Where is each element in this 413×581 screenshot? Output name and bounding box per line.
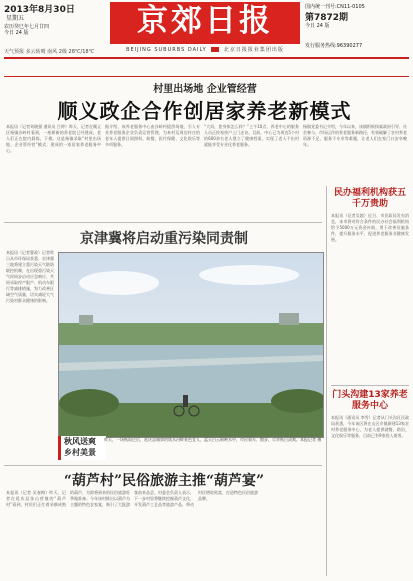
river-landscape-photo — [59, 253, 323, 437]
header-divider — [4, 57, 409, 59]
lead-headline: 顺义政企合作创居家养老新模式 — [57, 99, 352, 123]
masthead-title: 京郊日报 — [137, 3, 273, 39]
issue-info — [305, 4, 409, 49]
pinyin-label: BEIJING SUBURBS DAILY — [126, 47, 207, 53]
lead-kicker: 村里出场地 企业管经营 — [153, 84, 257, 95]
weekday: 星期五 — [6, 15, 25, 22]
masthead-pinyin — [112, 46, 298, 53]
sidebar-body-2: 本报讯（通讯员 李雪）记者从门头沟区民政局获悉，今年该区将在山区乡镇新建13家农村养老服务中心，为老人提供就餐、助浴、文化娱乐等服务，目前已有9家投入使用。 — [331, 415, 409, 438]
photo-caption-title: 秋风送爽 乡村美景 — [58, 436, 106, 460]
logo-icon — [211, 47, 219, 52]
total-issue: 第7872期 — [305, 13, 349, 23]
lead-column-1: 本报讯（记者刘晓强 通讯员 吕钟）昨天，记者在顺义区杨镇沙岭村看到，一座崭新的养老院已经建成，老人们正在院内晨练、下棋。这是杨镇采取“村里出场地、企业管经营”模式，建成的一家居家养老服务中心。 — [6, 124, 101, 153]
issue-line: 今日 24 版 — [4, 30, 29, 36]
publisher-label: 北京日报报业集团出版 — [223, 47, 284, 53]
news-photo — [58, 252, 324, 438]
lead-column-2: 据介绍，该养老服务中心由沙岭村提供场地，引入专业养老服务企业负责运营管理，为本村及周边村庄的老年人提供日间照料、助餐、医疗保健、文化娱乐等多项服务。 — [105, 124, 200, 147]
sidebar-headline-1: 民办福利机构获五千万贵助 — [333, 188, 406, 209]
lunar-date: 农历癸巳年七月廿四 — [4, 24, 50, 30]
sidebar — [331, 188, 409, 565]
sidebar-rule — [331, 385, 409, 386]
story3-body: 本报讯（记者 吴春梅）昨天，记者在延庆县张山营镇的“葫芦村”看到，村民们正忙着采摘成熟的葫芦，为即将到来的民俗旅游旺季做准备。今年该村推出以葫芦为主题的特色农家宴，吸引了大批游客前来品尝。村委会负责人表示，下一步村里将继续挖掘葫芦文化，开发葫芦工艺品等旅游产品，带动村民增收致富，打造特色民俗旅游品牌。 — [6, 490, 258, 507]
issue-date: 2013年8月30日 — [4, 5, 75, 15]
photo-caption: 昨天，一场秋雨过后，延庆县城郊的妫水河畔景色宜人，蓝天白云倒映水中，市民骑车、散步，尽享秋日清爽。本报记者 摄 — [104, 437, 322, 442]
edition-label: 今日 24 版 — [305, 23, 330, 29]
masthead — [110, 2, 300, 44]
lead-top-rule — [4, 76, 409, 77]
subscribe-hotline: 发行服务热线:96390277 — [305, 43, 363, 49]
lead-bottom-rule — [4, 222, 322, 223]
story3-top-rule — [4, 465, 322, 466]
sidebar-headline-2: 门头沟建13家养老服务中心 — [332, 390, 408, 411]
sidebar-divider — [326, 186, 327, 576]
lead-column-4: 杨镇党委书记介绍，今年以来，该镇积极探索政府引导、社会参与、市场运作的养老服务新路径，有效破解了农村养老资源不足、服务不专业等难题，让老人们在家门口安享晚年。 — [303, 124, 407, 147]
weather-forecast: 天气预报 多云转晴 南风 2级 28℃/18℃ — [4, 49, 95, 55]
cn-number: 国内统一刊号:CN11-0105 — [305, 4, 365, 10]
lead-column-3: “大妈，您身体怎么样？”上午10点，养老中心的服务人员正挨家挨户上门走访。目前，中心已为周边5个村的600余名老人建立了健康档案，实现了老人不出村就能享受专业化养老服务。 — [204, 124, 299, 147]
sidebar-body-1: 本报讯（记者吴越）近日，市民政局发布消息，本市将对符合条件的民办社会福利机构给予5000万元资金补助，用于改善设施条件，提升服务水平，促进养老服务业健康发展。 — [331, 213, 409, 242]
date-block — [4, 2, 104, 36]
story2-headline: 京津冀将启动重污染同责制 — [80, 231, 248, 247]
story3-headline: “葫芦村”民俗旅游主推“葫芦宴” — [63, 473, 265, 489]
story2-body: 本报讯（记者曹政）记者昨日从市环保局获悉，京津冀三地将建立重污染天气联防联控机制，在出现重污染天气时同步启动应急响应，共同采取停产限产、机动车限行等减排措施，努力改善区域空气质量，切实减轻大气污染对群众健康的影响。 — [6, 250, 54, 303]
